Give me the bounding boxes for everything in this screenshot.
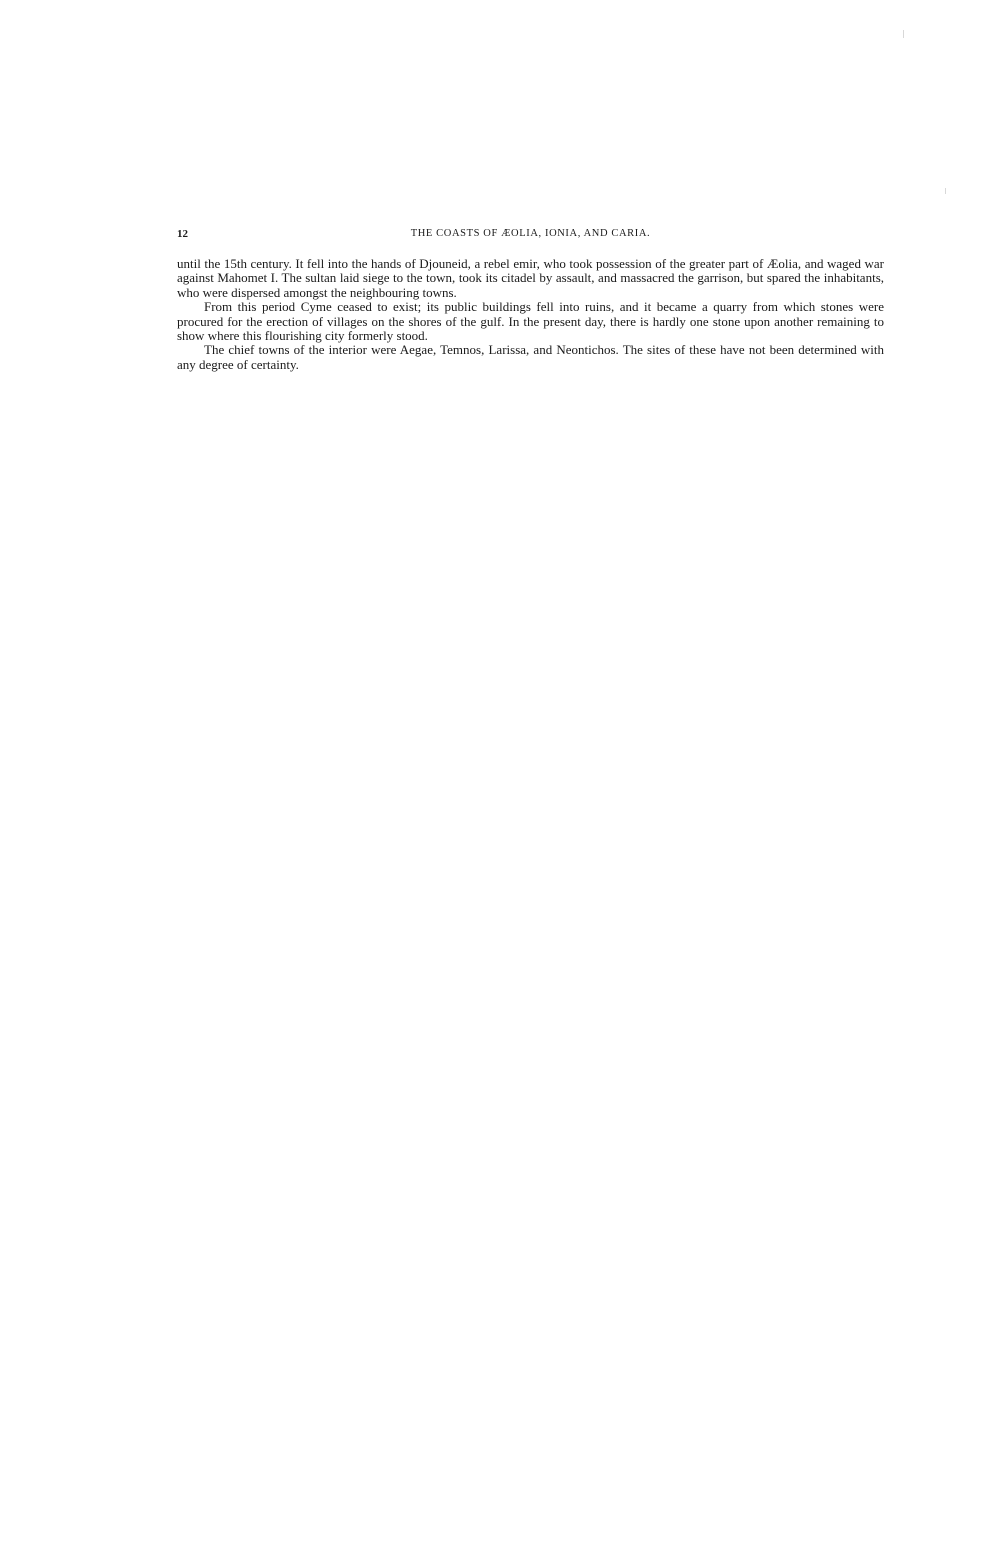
body-text [177,257,884,372]
scan-mark [903,30,904,38]
page-number: 12 [177,228,188,240]
running-head [177,224,884,244]
running-title: THE COASTS OF ÆOLIA, IONIA, AND CARIA. [410,228,651,239]
paragraph: The chief towns of the interior were Aegae, Temnos, Larissa, and Neontichos. The sites of these have not been determined with any degree of certainty. [177,342,884,372]
scan-mark [945,188,946,194]
paragraph: until the 15th century. It fell into the hands of Djouneid, a rebel emir, who took possession of the greater part of Æolia, and waged war against Mahomet I. The sultan laid siege to the town, took its citadel by assault, and massacred the garrison, but spared the inhabitants, who were dispersed amongst the neighbouring towns. [177,256,884,300]
paragraph: From this period Cyme ceased to exist; its public buildings fell into ruins, and it became a quarry from which stones were procured for the erection of villages on the shores of the gulf. In the present day, there is hardly one stone upon another remaining to show where this flourishing city formerly stood. [177,299,884,344]
